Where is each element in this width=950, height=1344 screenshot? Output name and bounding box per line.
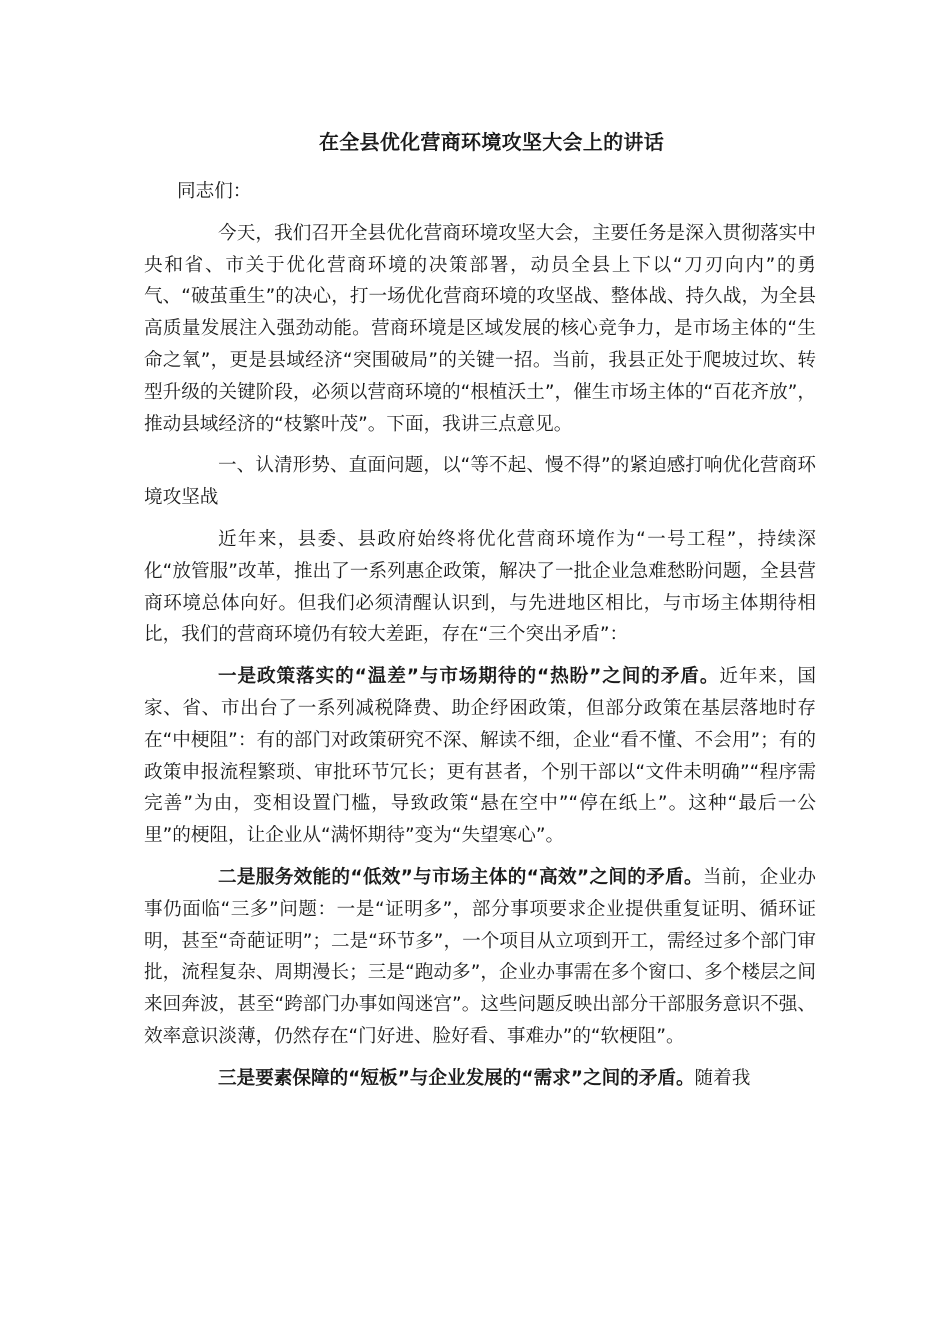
contradiction-2-body: 当前，企业办事仍面临“三多”问题：一是“证明多”，部分事项要求企业提供重复证明、循环证明，甚至“奇葩证明”；二是“环节多”，一个项目从立项到开工，需经过多个部门审批，流程复杂、周期漫长；三是“跑动多”，企业办事需在多个窗口、多个楼层之间来回奔波，甚至“跨部门办事如闯迷宫”。这些问题反映出部分干部服务意识不强、效率意识淡薄，仍然存在“门好进、脸好看、事难办”的“软梗阻”。 xyxy=(144,866,816,1047)
contradiction-3-lead: 三是要素保障的“短板”与企业发展的“需求”之间的矛盾。 xyxy=(218,1067,695,1089)
paragraph-contradiction-3 xyxy=(144,1063,816,1095)
document-title: 在全县优化营商环境攻坚大会上的讲话 xyxy=(318,130,665,154)
salutation: 同志们： xyxy=(177,181,252,202)
document-body xyxy=(144,176,816,1105)
paragraph-contradiction-2 xyxy=(144,862,816,1053)
contradiction-3-body: 随着我 xyxy=(694,1067,751,1089)
paragraph-situation: 近年来，县委、县政府始终将优化营商环境作为“一号工程”，持续深化“放管服”改革，推出了一系列惠企政策，解决了一批企业急难愁盼问题，全县营商环境总体向好。但我们必须清醒认识到，与先进地区相比，与市场主体期待相比，我们的营商环境仍有较大差距，存在“三个突出矛盾”： xyxy=(144,528,816,646)
section-heading-1: 一、认清形势、直面问题，以“等不起、慢不得”的紧迫感打响优化营商环境攻坚战 xyxy=(144,455,816,509)
paragraph-contradiction-1 xyxy=(144,661,816,852)
contradiction-1-body: 近年来，国家、省、市出台了一系列减税降费、助企纾困政策，但部分政策在基层落地时存在“中梗阻”：有的部门对政策研究不深、解读不细，企业“看不懂、不会用”；有的政策申报流程繁琐、审批环节冗长；更有甚者，个别干部以“文件未明确”“程序需完善”为由，变相设置门槛，导致政策“悬在空中”“停在纸上”。这种“最后一公里”的梗阻，让企业从“满怀期待”变为“失望寒心”。 xyxy=(144,666,816,847)
paragraph-intro: 今天，我们召开全县优化营商环境攻坚大会，主要任务是深入贯彻落实中央和省、市关于优化营商环境的决策部署，动员全县上下以“刀刃向内”的勇气、“破茧重生”的决心，打一场优化营商环境的攻坚战、整体战、持久战，为全县高质量发展注入强劲动能。营商环境是区域发展的核心竞争力，是市场主体的“生命之氧”，更是县域经济“突围破局”的关键一招。当前，我县正处于爬坡过坎、转型升级的关键阶段，必须以营商环境的“根植沃土”，催生市场主体的“百花齐放”，推动县域经济的“枝繁叶茂”。下面，我讲三点意见。 xyxy=(144,222,816,435)
contradiction-1-lead: 一是政策落实的“温差”与市场期待的“热盼”之间的矛盾。 xyxy=(218,666,720,688)
contradiction-2-lead: 二是服务效能的“低效”与市场主体的“高效”之间的矛盾。 xyxy=(218,866,703,888)
